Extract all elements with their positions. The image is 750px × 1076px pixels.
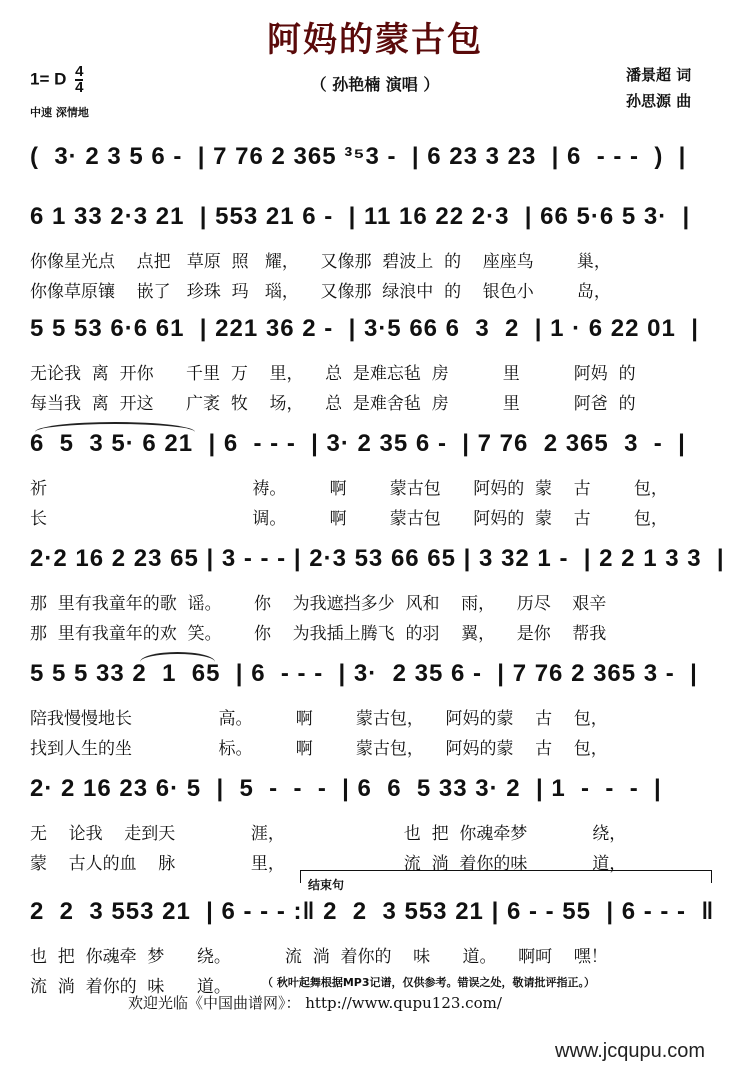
score-system-6	[0, 775, 750, 875]
score-system-2	[0, 315, 750, 415]
page-title: 阿妈的蒙古包	[267, 20, 483, 60]
notation-line: 5 5 5 33 2 1 65 | 6 - - - | 3· 2 35 6 - | 7 76 2 365 3 - |	[30, 660, 698, 687]
notation-line: 2·2 16 2 23 65 | 3 - - - | 2·3 53 66 65 | 3 32 1 - | 2 2 1 3 3 |	[30, 545, 725, 572]
lyric-verse-2: 每当我 离 开这 广袤 牧 场， 总 是难舍毡 房 里 阿爸 的	[30, 394, 636, 414]
lyric-verse-2: 流 淌 着你的 味 道。	[30, 977, 231, 997]
score-system-5	[0, 660, 750, 760]
score-system-1	[0, 203, 750, 303]
tempo-marking: 中速 深情地	[30, 106, 89, 119]
score-system-intro	[0, 143, 750, 183]
notation-line: ( 3· 2 3 5 6 - | 7 76 2 365 ³⁵3 - | 6 23 3 23 | 6 - - - ) |	[30, 143, 687, 170]
notation-line: 2· 2 16 23 6· 5 | 5 - - - | 6 6 5 33 3· 2 | 1 - - - |	[30, 775, 662, 802]
ending-bracket	[300, 870, 712, 883]
site-footer: 欢迎光临《中国曲谱网》： http://www.qupu123.com/	[128, 994, 502, 1012]
notation-line: 5 5 53 6·6 61 | 221 36 2 - | 3·5 66 6 3 2 | 1 · 6 22 01 |	[30, 315, 699, 342]
score-system-3	[0, 430, 750, 530]
lyric-verse-1: 无 论我 走到天 涯， 也 把 你魂牵梦 绕，	[30, 824, 627, 844]
ending-label: 结束句	[308, 878, 345, 892]
lyric-verse-2: 那 里有我童年的欢 笑。 你 为我插上腾飞 的羽 翼， 是你 帮我	[30, 624, 607, 644]
time-signature: $\frac{4}{4}$	[75, 63, 84, 96]
lyric-verse-1: 你像星光点 点把 草原 照 耀， 又像那 碧波上 的 座座鸟 巢，	[30, 252, 611, 272]
lyricist-credit: 潘景超 词	[626, 66, 692, 84]
notation-line: 6 1 33 2·3 21 | 553 21 6 - | 11 16 22 2·3 | 66 5·6 5 3· |	[30, 203, 691, 230]
lyric-verse-2: 你像草原镶 嵌了 珍珠 玛 瑙， 又像那 绿浪中 的 银色小 岛，	[30, 282, 611, 302]
score-system-4	[0, 545, 750, 645]
lyric-verse-1: 陪我慢慢地长 高。 啊 蒙古包， 阿妈的蒙 古 包，	[30, 709, 608, 729]
lyric-verse-2: 找到人生的坐 标。 啊 蒙古包， 阿妈的蒙 古 包，	[30, 739, 608, 759]
lyric-verse-1: 无论我 离 开你 千里 万 里， 总 是难忘毡 房 里 阿妈 的	[30, 364, 636, 384]
lyric-verse-2: 蒙 古人的血 脉 里， 流 淌 着你的味 道，	[30, 854, 627, 874]
composer-credit: 孙思源 曲	[626, 92, 692, 110]
lyric-verse-2: 长 调。 啊 蒙古包 阿妈的 蒙 古 包，	[30, 509, 668, 529]
notation-line: 2 2 3 553 21 | 6 - - - :‖ 2 2 3 553 21 | 6 - - 55 | 6 - - - ‖	[30, 898, 715, 925]
performer: （ 孙艳楠 演唱 ）	[310, 75, 440, 94]
key-label: 1= D	[30, 69, 67, 89]
lyric-verse-1: 祈 祷。 啊 蒙古包 阿妈的 蒙 古 包，	[30, 479, 668, 499]
transcriber-note: （ 秋叶起舞根据MP3记谱，仅供参考。错误之处，敬请批评指正。）	[262, 976, 595, 989]
lyric-verse-1: 那 里有我童年的歌 谣。 你 为我遮挡多少 风和 雨， 历尽 艰辛	[30, 594, 607, 614]
watermark: www.jcqupu.com	[555, 1040, 706, 1062]
notation-line: 6 5 3 5· 6 21 | 6 - - - | 3· 2 35 6 - | 7 76 2 365 3 - |	[30, 430, 686, 457]
lyric-verse-1: 也 把 你魂牵 梦 绕。 流 淌 着你的 味 道。 啊呵 嘿！	[30, 947, 608, 967]
